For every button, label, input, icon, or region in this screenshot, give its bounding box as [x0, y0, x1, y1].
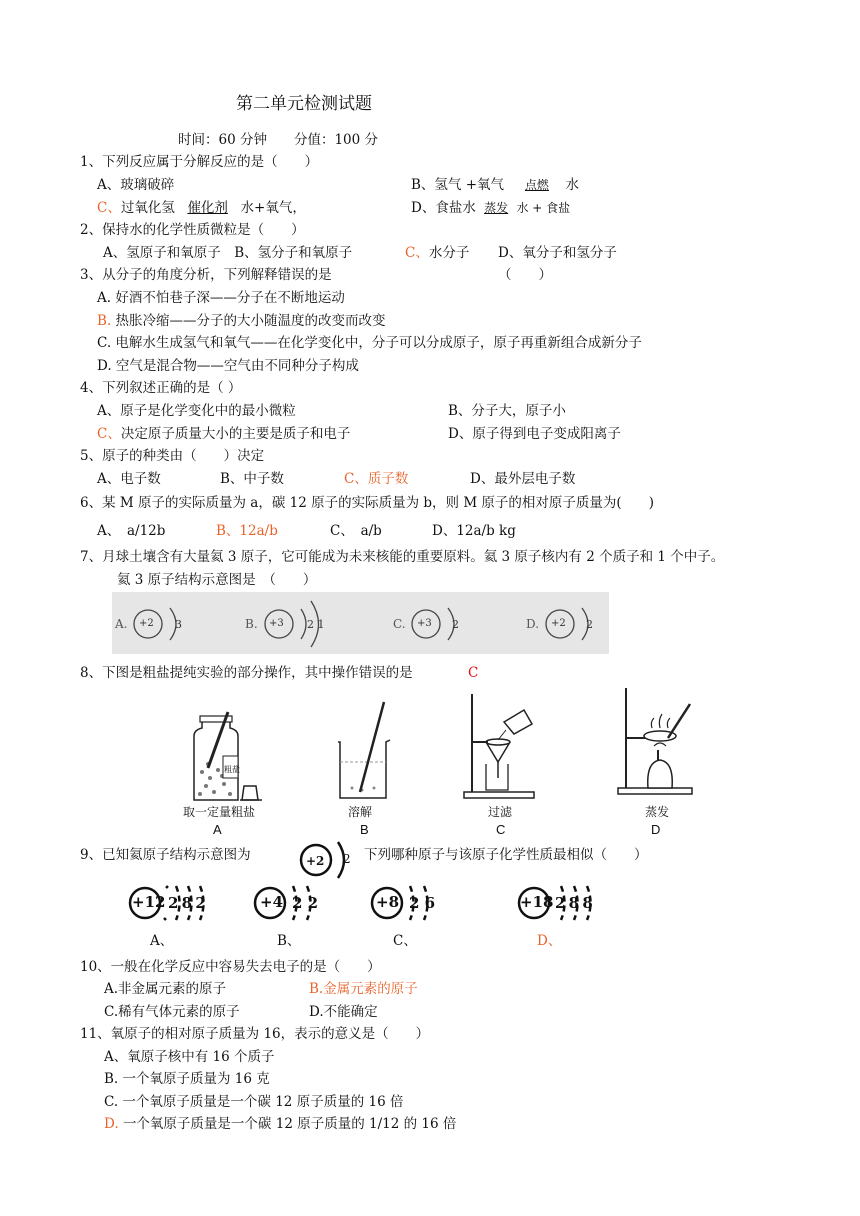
q1-option-b: B、氢气 +氧气 点燃 水: [411, 177, 580, 193]
q1-stem: 1、下列反应属于分解反应的是（ ）: [80, 154, 319, 170]
q8-letter-c: C: [496, 822, 506, 837]
q8-letter-b: B: [360, 822, 369, 837]
q2-option-c: C、水分子: [405, 245, 470, 261]
q9-opt-b-shells: 2 2: [292, 894, 319, 912]
q7-opt-c-label: C.: [393, 617, 406, 631]
q9-opt-a-shells: 2 8 2: [168, 894, 205, 912]
q3-paren: （ ）: [498, 267, 552, 283]
q3-option-d: D. 空气是混合物——空气由不同种分子构成: [97, 358, 359, 374]
q9-opt-c-nucleus: +8: [376, 893, 400, 911]
q3-option-a: A. 好酒不怕巷子深——分子在不断地运动: [97, 290, 345, 306]
page-title: 第二单元检测试题: [236, 94, 372, 114]
q7-stem: 7、月球土壤含有大量氦 3 原子，它可能成为未来核能的重要原料。氦 3 原子核内有 2 个质子和 1 个中子。: [80, 549, 725, 565]
q10-option-b: B.金属元素的原子: [309, 981, 418, 997]
q9-opt-d-nucleus: +18: [520, 893, 554, 911]
q5-option-a: A、电子数: [97, 471, 161, 487]
q9-opt-a-nucleus: +12: [132, 893, 166, 911]
q9-opt-b-label: B、: [277, 933, 301, 949]
q7-opt-c-nucleus: +3: [417, 618, 432, 629]
q7-opt-d-nucleus: +2: [551, 618, 566, 629]
q7-opt-a-label: A.: [115, 617, 128, 631]
q5-option-b: B、中子数: [220, 471, 284, 487]
q5-option-d: D、最外层电子数: [470, 471, 576, 487]
q8-figure-d-evaporation: [616, 684, 706, 796]
q2-options-ab: A、氢原子和氧原子 B、氢分子和氧原子: [103, 245, 353, 261]
q7-opt-b-shells: 2 1: [307, 618, 325, 631]
q10-option-d: D.不能确定: [309, 1004, 378, 1020]
q7-opt-b-label: B.: [245, 617, 258, 631]
q8-caption-a: 取一定量粗盐: [183, 805, 256, 819]
q1-option-c: C、过氧化氢 催化剂 水+氧气，: [97, 200, 306, 216]
q7-opt-c-shells: 2: [452, 618, 459, 631]
q6-option-a: A、 a/12b: [97, 523, 166, 539]
q7-opt-a-nucleus: +2: [139, 618, 154, 629]
q9-opt-b-nucleus: +4: [260, 893, 284, 911]
q8-letter-d: D: [651, 822, 661, 837]
q8-caption-d: 蒸发: [645, 805, 670, 819]
q8-bottle-label: 粗盐: [224, 765, 240, 774]
q4-option-d: D、原子得到电子变成阳离子: [448, 426, 621, 442]
q11-option-d: D. 一个氧原子质量是一个碳 12 原子质量的 1/12 的 16 倍: [104, 1116, 457, 1132]
answer-mark: C、: [97, 200, 121, 216]
q9-opt-c-label: C、: [393, 933, 417, 949]
q9-helium-nucleus: +2: [306, 854, 325, 868]
q7-opt-b-nucleus: +3: [269, 618, 284, 629]
q8-caption-b: 溶解: [348, 805, 373, 819]
q10-option-c: C.稀有气体元素的原子: [104, 1004, 240, 1020]
exam-meta: 时间：60 分钟 分值：100 分: [178, 132, 379, 148]
q6-stem: 6、某 M 原子的实际质量为 a，碳 12 原子的实际质量为 b，则 M 原子的相对原子质量为( ): [80, 495, 654, 511]
q11-option-c: C. 一个氧原子质量是一个碳 12 原子质量的 16 倍: [104, 1094, 404, 1110]
q6-option-d: D、12a/b kg: [432, 523, 516, 539]
q4-stem: 4、下列叙述正确的是（ ）: [80, 380, 242, 396]
q8-figure-c-filtration: [462, 690, 542, 800]
q3-stem: 3、从分子的角度分析，下列解释错误的是: [80, 267, 332, 283]
q3-option-b: B. 热胀冷缩——分子的大小随温度的改变而改变: [97, 313, 386, 329]
q3-option-c: C. 电解水生成氢气和氧气——在化学变化中，分子可以分成原子，原子再重新组合成新分子: [97, 335, 642, 351]
q9-opt-c-shells: 2 6: [409, 894, 436, 912]
q8-caption-c: 过滤: [488, 805, 513, 819]
q8-stem: 8、下图是粗盐提纯实验的部分操作，其中操作错误的是: [80, 665, 413, 681]
q5-option-c: C、质子数: [344, 471, 409, 487]
q7-stem-2: 氦 3 原子结构示意图是 （ ）: [117, 572, 317, 588]
q9-opt-d-shells: 2 8 8: [555, 894, 592, 912]
q6-option-b: B、12a/b: [216, 523, 278, 539]
q7-opt-d-label: D.: [526, 617, 540, 631]
q2-option-d: D、氧分子和氢分子: [498, 245, 617, 261]
q8-answer: C: [468, 665, 479, 681]
q5-stem: 5、原子的种类由（ ）决定: [80, 448, 265, 464]
q8-figure-a-bottle: [180, 708, 270, 808]
q11-stem: 11、氧原子的相对原子质量为 16，表示的意义是（ ）: [80, 1026, 430, 1042]
q10-stem: 10、一般在化学反应中容易失去电子的是（ ）: [80, 959, 381, 975]
q2-stem: 2、保持水的化学性质微粒是（ ）: [80, 222, 305, 238]
q9-helium-shell: 2: [343, 852, 351, 866]
q9-stem-pre: 9、已知氦原子结构示意图为: [80, 847, 251, 863]
q4-option-a: A、原子是化学变化中的最小微粒: [97, 403, 296, 419]
q1-option-a: A、玻璃破碎: [97, 177, 175, 193]
q8-letter-a: A: [213, 822, 222, 837]
q8-figure-b-beaker: [330, 700, 400, 805]
q9-stem-post: 下列哪种原子与该原子化学性质最相似（ ）: [364, 847, 648, 863]
q11-option-b: B. 一个氧原子质量为 16 克: [104, 1071, 270, 1087]
q10-option-a: A.非金属元素的原子: [104, 981, 227, 997]
q4-option-c: C、决定原子质量大小的主要是质子和电子: [97, 426, 351, 442]
q11-option-a: A、氧原子核中有 16 个质子: [104, 1049, 275, 1065]
q9-opt-d-label: D、: [537, 933, 562, 949]
q1-option-d: D、食盐水 蒸发 水 + 食盐: [411, 200, 571, 216]
q7-diagram-strip: [112, 592, 609, 654]
q6-option-c: C、 a/b: [330, 523, 382, 539]
q7-opt-a-shells: 3: [175, 618, 182, 631]
q7-opt-d-shells: 2: [586, 618, 593, 631]
q9-opt-a-label: A、: [150, 933, 174, 949]
q4-option-b: B、分子大，原子小: [448, 403, 566, 419]
